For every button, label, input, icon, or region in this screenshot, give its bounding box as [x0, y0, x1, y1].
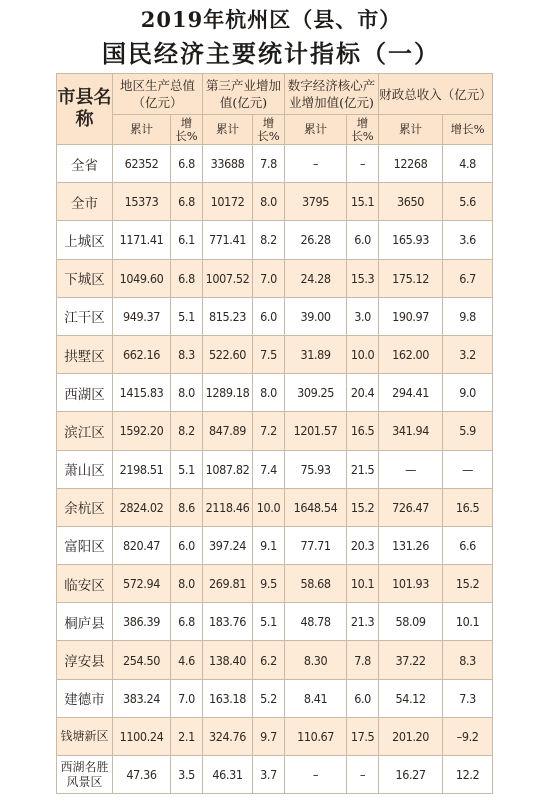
sub-growth: 增长% — [347, 115, 379, 145]
table-cell: 6.2 — [253, 641, 285, 679]
table-row — [57, 488, 493, 526]
table-cell: 5.6 — [443, 183, 493, 221]
table-cell: 31.89 — [285, 335, 347, 373]
table-cell: 3650 — [379, 183, 443, 221]
sub-growth: 增长% — [171, 115, 203, 145]
table-cell: 20.3 — [347, 526, 379, 564]
row-name: 建德市 — [57, 679, 113, 717]
table-cell: 33688 — [203, 145, 253, 183]
statistics-table — [56, 73, 493, 794]
table-cell: 2.1 — [171, 717, 203, 755]
table-cell: 7.3 — [443, 679, 493, 717]
table-cell: 201.20 — [379, 717, 443, 755]
table-cell: – — [285, 756, 347, 794]
table-cell: 6.1 — [171, 221, 203, 259]
table-cell: 847.89 — [203, 412, 253, 450]
table-cell: 9.1 — [253, 526, 285, 564]
table-cell: 2824.02 — [113, 488, 171, 526]
row-name: 淳安县 — [57, 641, 113, 679]
row-name: 西湖区 — [57, 374, 113, 412]
table-cell: 9.0 — [443, 374, 493, 412]
table-cell: 183.76 — [203, 603, 253, 641]
table-cell: 7.8 — [347, 641, 379, 679]
table-cell: 12.2 — [443, 756, 493, 794]
table-cell: 771.41 — [203, 221, 253, 259]
table-cell: 77.71 — [285, 526, 347, 564]
table-cell: 269.81 — [203, 565, 253, 603]
table-cell: 8.3 — [443, 641, 493, 679]
table-cell: 54.12 — [379, 679, 443, 717]
table-cell: 6.8 — [171, 603, 203, 641]
table-cell: 47.36 — [113, 756, 171, 794]
table-cell: 17.5 — [347, 717, 379, 755]
table-cell: 26.28 — [285, 221, 347, 259]
table-cell: 3.7 — [253, 756, 285, 794]
sub-total: 累计 — [203, 115, 253, 145]
table-cell: 7.2 — [253, 412, 285, 450]
table-cell: 5.1 — [253, 603, 285, 641]
table-cell: 62352 — [113, 145, 171, 183]
table-cell: 75.93 — [285, 450, 347, 488]
table-cell: 131.26 — [379, 526, 443, 564]
table-cell: – — [285, 145, 347, 183]
table-cell: 383.24 — [113, 679, 171, 717]
sub-growth: 增长% — [443, 115, 493, 145]
table-cell: — — [379, 450, 443, 488]
header-tertiary: 第三产业增加值(亿元) — [203, 74, 285, 115]
table-row — [57, 603, 493, 641]
table-cell: 58.68 — [285, 565, 347, 603]
table-cell: 10.0 — [253, 488, 285, 526]
table-row — [57, 679, 493, 717]
table-cell: 8.41 — [285, 679, 347, 717]
table-cell: 8.0 — [253, 374, 285, 412]
table-cell: 138.40 — [203, 641, 253, 679]
table-cell: 4.8 — [443, 145, 493, 183]
sub-growth: 增长% — [253, 115, 285, 145]
table-cell: 6.0 — [347, 221, 379, 259]
table-row — [57, 641, 493, 679]
table-row — [57, 717, 493, 755]
table-cell: 15.2 — [443, 565, 493, 603]
row-name: 拱墅区 — [57, 335, 113, 373]
table-row — [57, 756, 493, 794]
table-row — [57, 412, 493, 450]
table-cell: 815.23 — [203, 297, 253, 335]
table-cell: 4.6 — [171, 641, 203, 679]
table-cell: 726.47 — [379, 488, 443, 526]
row-name: 钱塘新区 — [57, 717, 113, 755]
table-cell: 48.78 — [285, 603, 347, 641]
row-name: 滨江区 — [57, 412, 113, 450]
table-cell: 163.18 — [203, 679, 253, 717]
table-row — [57, 297, 493, 335]
table-cell: 3.0 — [347, 297, 379, 335]
table-cell: 1087.82 — [203, 450, 253, 488]
table-cell: 8.2 — [171, 412, 203, 450]
table-cell: 21.3 — [347, 603, 379, 641]
header-gdp: 地区生产总值（亿元） — [113, 74, 203, 115]
table-cell: 1007.52 — [203, 259, 253, 297]
row-name: 全市 — [57, 183, 113, 221]
table-cell: 5.9 — [443, 412, 493, 450]
table-cell: 10.1 — [347, 565, 379, 603]
table-cell: — — [443, 450, 493, 488]
table-cell: 1289.18 — [203, 374, 253, 412]
table-cell: 6.0 — [171, 526, 203, 564]
table-cell: 12268 — [379, 145, 443, 183]
table-row — [57, 183, 493, 221]
row-name: 富阳区 — [57, 526, 113, 564]
table-cell: 20.4 — [347, 374, 379, 412]
table-cell: 190.97 — [379, 297, 443, 335]
row-name: 桐庐县 — [57, 603, 113, 641]
table-cell: 8.2 — [253, 221, 285, 259]
row-name: 余杭区 — [57, 488, 113, 526]
table-cell: – — [347, 756, 379, 794]
table-cell: 110.67 — [285, 717, 347, 755]
table-cell: 165.93 — [379, 221, 443, 259]
table-row — [57, 526, 493, 564]
table-cell: 2118.46 — [203, 488, 253, 526]
table-cell: 662.16 — [113, 335, 171, 373]
table-cell: 46.31 — [203, 756, 253, 794]
row-name: 江干区 — [57, 297, 113, 335]
table-cell: 24.28 — [285, 259, 347, 297]
table-cell: 309.25 — [285, 374, 347, 412]
table-cell: – — [347, 145, 379, 183]
table-cell: 15.1 — [347, 183, 379, 221]
table-cell: 1648.54 — [285, 488, 347, 526]
table-cell: 6.0 — [253, 297, 285, 335]
row-name: 下城区 — [57, 259, 113, 297]
table-cell: 8.6 — [171, 488, 203, 526]
table-cell: 3.2 — [443, 335, 493, 373]
table-cell: 6.7 — [443, 259, 493, 297]
table-cell: 5.2 — [253, 679, 285, 717]
table-cell: 9.7 — [253, 717, 285, 755]
table-cell: 21.5 — [347, 450, 379, 488]
row-name: 临安区 — [57, 565, 113, 603]
table-cell: 162.00 — [379, 335, 443, 373]
table-cell: 9.5 — [253, 565, 285, 603]
table-cell: –9.2 — [443, 717, 493, 755]
table-cell: 10.1 — [443, 603, 493, 641]
table-cell: 15.3 — [347, 259, 379, 297]
table-cell: 1049.60 — [113, 259, 171, 297]
table-cell: 820.47 — [113, 526, 171, 564]
table-row — [57, 145, 493, 183]
table-row — [57, 374, 493, 412]
table-cell: 5.1 — [171, 450, 203, 488]
table-cell: 341.94 — [379, 412, 443, 450]
title-line-2: 国民经济主要统计指标（一） — [102, 39, 440, 68]
table-cell: 5.1 — [171, 297, 203, 335]
table-cell: 16.5 — [347, 412, 379, 450]
table-cell: 386.39 — [113, 603, 171, 641]
table-cell: 949.37 — [113, 297, 171, 335]
table-cell: 10.0 — [347, 335, 379, 373]
title-line-1: 2019年杭州区（县、市） — [140, 7, 402, 32]
table-row — [57, 565, 493, 603]
table-cell: 3795 — [285, 183, 347, 221]
table-row — [57, 259, 493, 297]
row-name: 西湖名胜风景区 — [57, 756, 113, 794]
table-cell: 1415.83 — [113, 374, 171, 412]
table-cell: 8.0 — [253, 183, 285, 221]
table-cell: 6.8 — [171, 259, 203, 297]
table-cell: 58.09 — [379, 603, 443, 641]
table-cell: 1201.57 — [285, 412, 347, 450]
table-cell: 7.0 — [171, 679, 203, 717]
table-cell: 254.50 — [113, 641, 171, 679]
table-cell: 15.2 — [347, 488, 379, 526]
row-name: 萧山区 — [57, 450, 113, 488]
table-cell: 101.93 — [379, 565, 443, 603]
table-cell: 397.24 — [203, 526, 253, 564]
table-cell: 10172 — [203, 183, 253, 221]
table-cell: 7.5 — [253, 335, 285, 373]
header-fiscal-revenue: 财政总收入（亿元） — [379, 74, 493, 115]
table-cell: 6.6 — [443, 526, 493, 564]
table-cell: 6.0 — [347, 679, 379, 717]
table-row — [57, 221, 493, 259]
table-cell: 9.8 — [443, 297, 493, 335]
header-digital-economy: 数字经济核心产业增加值(亿元) — [285, 74, 379, 115]
table-cell: 1100.24 — [113, 717, 171, 755]
table-row — [57, 335, 493, 373]
table-cell: 3.5 — [171, 756, 203, 794]
table-cell: 522.60 — [203, 335, 253, 373]
table-cell: 6.8 — [171, 183, 203, 221]
table-cell: 8.0 — [171, 374, 203, 412]
table-cell: 16.5 — [443, 488, 493, 526]
table-cell: 39.00 — [285, 297, 347, 335]
table-cell: 8.0 — [171, 565, 203, 603]
sub-total: 累计 — [113, 115, 171, 145]
table-cell: 6.8 — [171, 145, 203, 183]
table-cell: 572.94 — [113, 565, 171, 603]
table-cell: 3.6 — [443, 221, 493, 259]
table-cell: 37.22 — [379, 641, 443, 679]
table-cell: 7.0 — [253, 259, 285, 297]
table-cell: 2198.51 — [113, 450, 171, 488]
table-cell: 8.30 — [285, 641, 347, 679]
table-cell: 175.12 — [379, 259, 443, 297]
table-cell: 16.27 — [379, 756, 443, 794]
table-body — [57, 145, 493, 794]
row-name: 全省 — [57, 145, 113, 183]
table-cell: 1171.41 — [113, 221, 171, 259]
table-cell: 15373 — [113, 183, 171, 221]
table-cell: 1592.20 — [113, 412, 171, 450]
sub-total: 累计 — [285, 115, 347, 145]
table-cell: 8.3 — [171, 335, 203, 373]
table-cell: 7.8 — [253, 145, 285, 183]
table-cell: 324.76 — [203, 717, 253, 755]
table-cell: 7.4 — [253, 450, 285, 488]
table-row — [57, 450, 493, 488]
sub-total: 累计 — [379, 115, 443, 145]
row-name: 上城区 — [57, 221, 113, 259]
table-cell: 294.41 — [379, 374, 443, 412]
header-name-col: 市县名称 — [57, 74, 113, 145]
